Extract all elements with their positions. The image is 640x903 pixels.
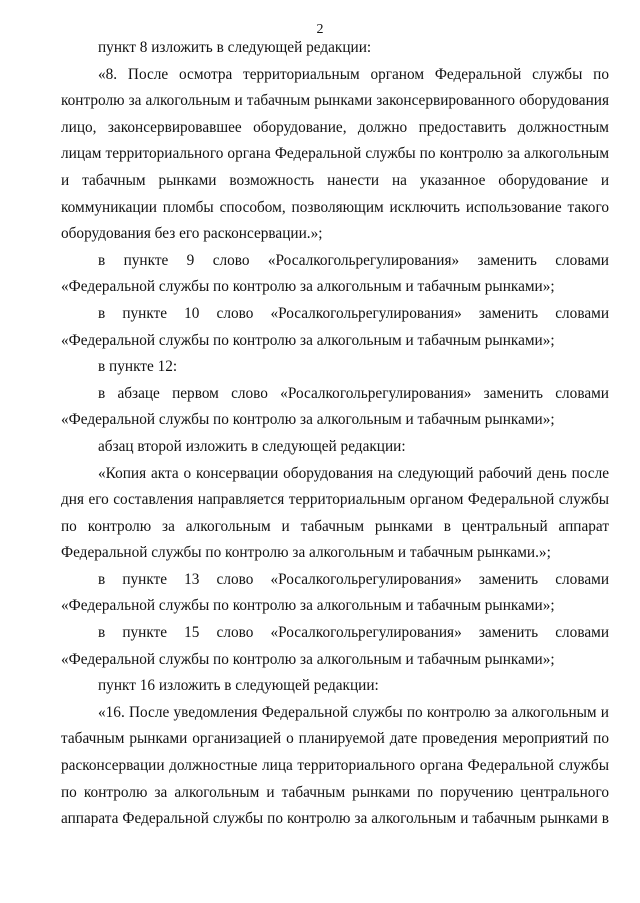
paragraph-item-9: в пункте 9 слово «Росалкогольрегулирования» заменить словами «Федеральной службы по контролю за алкогольным и табачным рынками»; [61,251,609,296]
paragraph-item-10: в пункте 10 слово «Росалкогольрегулирования» заменить словами «Федеральной службы по контролю за алкогольным и табачным рынками»; [61,304,609,349]
paragraph-item-12-first: в абзаце первом слово «Росалкогольрегулирования» заменить словами «Федеральной службы по контролю за алкогольным и табачным рынками»; [61,384,609,429]
paragraph-item-12-intro: в пункте 12: [98,358,178,376]
document-body [61,35,609,833]
page-number: 2 [316,22,324,37]
paragraph-item-12-second-intro: абзац второй изложить в следующей редакции: [98,437,406,455]
paragraph-item-8-intro: пункт 8 изложить в следующей редакции: [98,39,372,56]
paragraph-item-13: в пункте 13 слово «Росалкогольрегулирования» заменить словами «Федеральной службы по контролю за алкогольным и табачным рынками»; [61,570,609,615]
paragraph-item-16-intro: пункт 16 изложить в следующей редакции: [98,677,379,695]
paragraph-item-8-text: «8. После осмотра территориальным органом Федеральной службы по контролю за алкогольным и табачным рынками законсервированного оборудования лицо, законсервировавшее оборудование, должно предоставить должностным лицам территориального органа Федеральной службы по контролю за алкогольным и табачным рынками возможность нанести на указанное оборудование и коммуникации пломбы способом, позволяющим исключить использование такого оборудования без его расконсервации.»; [61,65,609,243]
paragraph-item-12-second-text: «Копия акта о консервации оборудования на следующий рабочий день после дня его составления направляется территориальным органом Федеральной службы по контролю за алкогольным и табачным рынками в центральный аппарат Федеральной службы по контролю за алкогольным и табачным рынками.»; [61,464,609,562]
paragraph-item-15: в пункте 15 слово «Росалкогольрегулирования» заменить словами «Федеральной службы по контролю за алкогольным и табачным рынками»; [61,624,609,668]
paragraph-item-16-text: «16. После уведомления Федеральной службы по контролю за алкогольным и табачным рынками организацией о планируемой дате проведения мероприятий по расконсервации должностные лица территориального органа Федеральной службы по контролю за алкогольным и табачным рынками по поручению центрального аппарата Федеральной службы по контролю за алкогольным и табачным рынками в [61,703,609,828]
